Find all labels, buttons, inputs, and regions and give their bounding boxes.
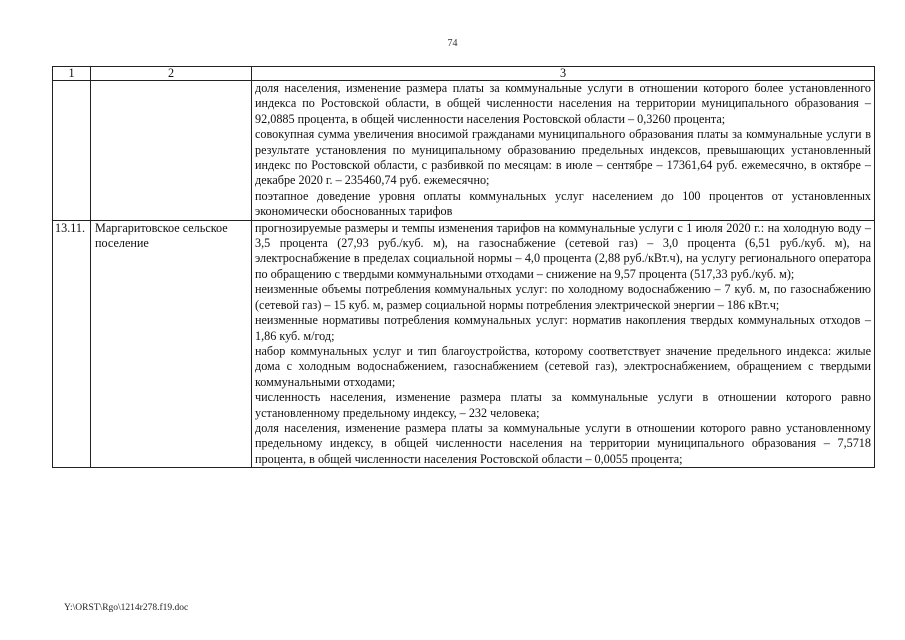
municipality-name-cell [91, 81, 252, 221]
paragraph: поэтапное доведение уровня оплаты коммунальных услуг населением до 100 процентов от установленных экономически обоснованных тарифов [255, 188, 871, 219]
table-row-continuation [53, 81, 875, 221]
paragraph: прогнозируемые размеры и темпы изменения тарифов на коммунальные услуги с 1 июля 2020 г.: на холодную воду – 3,5 процента (27,93 руб./куб. м), на газоснабжение (сетевой газ) – 3,0 процента (6,51 руб./куб. м), на электроснабжение в пределах социальной нормы – 4,0 процента (2,88 руб./кВт.ч), на услугу регионального оператора по обращению с твердыми коммунальными отходами – снижение на 9,57 процента (517,33 руб./куб. м); [255, 220, 871, 281]
description-cell [252, 220, 875, 468]
page-number: 74 [447, 38, 458, 49]
paragraph: неизменные нормативы потребления коммунальных услуг: норматив накопления твердых коммунальных отходов – 1,86 куб. м/год; [255, 313, 871, 343]
column-header-3: 3 [252, 67, 875, 81]
paragraph: неизменные объемы потребления коммунальных услуг: по холодному водоснабжению – 7 куб. м, по газоснабжению (сетевой газ) – 15 куб. м, размер социальной нормы потребления электрической энергии – 186 кВт.ч; [255, 282, 871, 312]
paragraph: набор коммунальных услуг и тип благоустройства, которому соответствует значение предельного индекса: жилые дома с холодным водоснабжением, газоснабжением (сетевой газ), электроснабжением, обращением с твердыми коммунальными отходами; [255, 343, 871, 389]
municipality-name-cell: Маргаритовское сельское поселение [91, 220, 252, 468]
row-number-cell: 13.11. [53, 220, 91, 468]
paragraph: доля населения, изменение размера платы за коммунальные услуги в отношении которого более установленного индекса по Ростовской области, в общей численности населения на территории муниципального образования – 92,0885 процента, в общей численности населения Ростовской области – 0,3260 процента; [255, 81, 871, 126]
table-header-row [53, 67, 875, 81]
table-row-13-11 [53, 220, 875, 468]
column-header-1: 1 [53, 67, 91, 81]
paragraph: совокупная сумма увеличения вносимой гражданами муниципального образования платы за коммунальные услуги в результате установления по муниципальному образованию предельных индексов, превышающих установленный индекс по Ростовской области, с разбивкой по месяцам: в июле – сентябре – 17361,64 руб. ежемесячно, в октябре – декабре 2020 г. – 235460,74 руб. ежемесячно; [255, 127, 871, 188]
paragraph: численность населения, изменение размера платы за коммунальные услуги в отношении которого равно установленному предельному индексу, – 232 человека; [255, 390, 871, 420]
footer-file-path: Y:\ORST\Rgo\1214r278.f19.doc [64, 603, 189, 613]
paragraph: доля населения, изменение размера платы за коммунальные услуги в отношении которого равно установленному предельному индексу, в общей численности населения на территории муниципального образования – 7,5718 процента, в общей численности населения Ростовской области – 0,0055 процента; [255, 420, 871, 466]
column-header-2: 2 [91, 67, 252, 81]
description-cell [252, 81, 875, 221]
tariff-table [52, 66, 875, 468]
row-number-cell [53, 81, 91, 221]
